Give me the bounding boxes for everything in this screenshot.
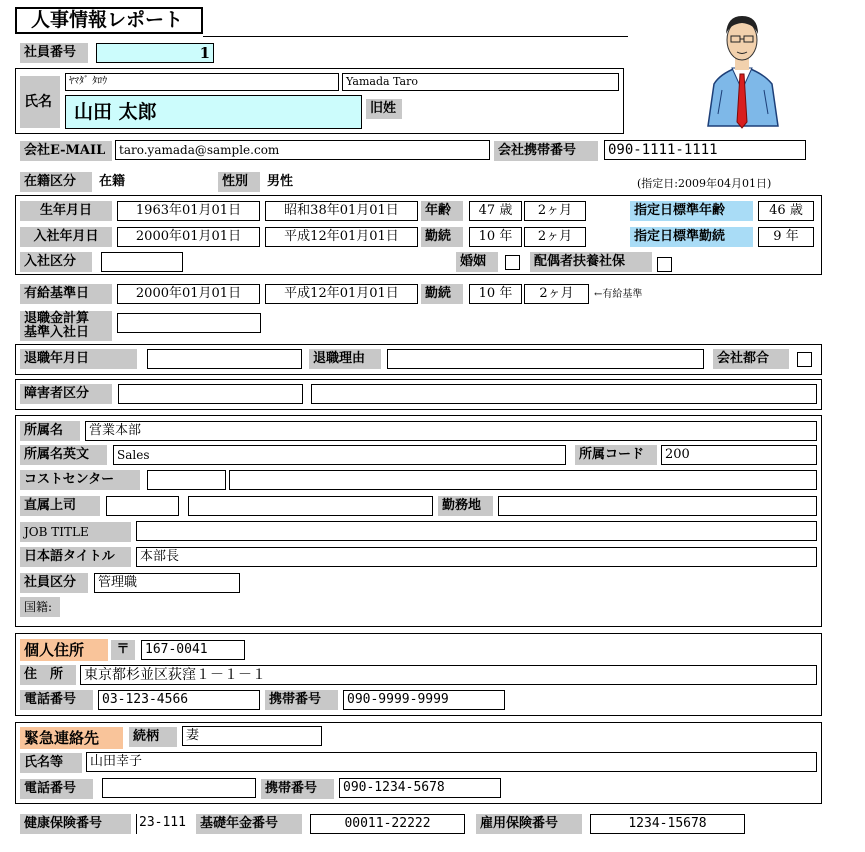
birth-label: 生年月日 [20,201,112,221]
dept-code-field[interactable]: 200 [661,445,817,465]
workplace-field[interactable] [498,496,817,516]
company-email-label: 会社E-MAIL [20,141,112,161]
emergency-name-label: 氏名等 [20,753,82,773]
name-kana-field[interactable]: ﾔﾏﾀﾞ ﾀﾛｳ [65,73,339,91]
old-surname-label: 旧姓 [366,99,402,119]
paid-leave-label: 有給基準日 [20,284,112,304]
retire-calc-label [20,311,112,341]
gender-label: 性別 [218,172,260,192]
hire-date-field[interactable]: 2000年01月01日 [117,227,260,247]
service-years-field[interactable]: 10 年 [469,227,522,247]
paid-service-months-field[interactable]: 2ヶ月 [524,284,589,304]
enrollment-label: 在籍区分 [20,172,92,192]
job-title-field[interactable] [136,521,817,541]
hire-type-label: 入社区分 [20,252,92,272]
jp-title-label: 日本語タイトル [20,547,131,567]
personal-mobile-field[interactable]: 090-9999-9999 [343,690,505,710]
company-reason-checkbox[interactable] [797,352,812,367]
title-rule [203,36,628,37]
retire-calc-label-line1: 退職金計算 [24,311,90,326]
address-section-label: 個人住所 [20,639,108,661]
dept-field[interactable]: 営業本部 [85,421,817,441]
emergency-mobile-label: 携帯番号 [261,779,334,799]
age-months-field[interactable]: 2ヶ月 [524,201,586,221]
cost-center-name-field[interactable] [229,470,817,490]
health-insurance-field[interactable]: 23-111 [136,814,190,834]
disability-field-2[interactable] [311,384,817,404]
employee-no-label: 社員番号 [20,43,88,63]
spouse-insurance-label: 配偶者扶養社保 [530,252,652,272]
report-title: 人事情報レポート [15,7,203,34]
cost-center-label: コストセンター [20,470,140,490]
emergency-phone-label: 電話番号 [20,779,93,799]
home-phone-field[interactable]: 03-123-4566 [98,690,260,710]
relation-field[interactable]: 妻 [182,726,322,746]
employee-no-field[interactable]: 1 [96,43,214,63]
company-reason-label: 会社都合 [713,349,789,369]
workplace-label: 勤務地 [438,496,493,516]
company-email-field[interactable]: taro.yamada@sample.com [115,140,490,160]
home-phone-label: 電話番号 [20,690,93,710]
dept-en-field[interactable]: Sales [113,445,566,465]
relation-label: 続柄 [129,727,177,747]
emergency-mobile-field[interactable]: 090-1234-5678 [339,778,501,798]
retire-reason-field[interactable] [387,349,704,369]
paid-service-label: 勤続 [421,284,463,304]
retire-reason-label: 退職理由 [309,349,381,369]
emergency-section-label: 緊急連絡先 [20,727,123,749]
birth-date-jp-field[interactable]: 昭和38年01月01日 [265,201,418,221]
paid-service-years-field[interactable]: 10 年 [469,284,522,304]
employee-avatar [702,4,782,129]
age-label: 年齢 [421,201,463,221]
dept-code-label: 所属コード [575,445,657,465]
retire-date-label: 退職年月日 [20,349,137,369]
service-months-field[interactable]: 2ヶ月 [524,227,586,247]
name-kanji-field[interactable]: 山田 太郎 [65,95,362,129]
supervisor-label: 直属上司 [20,496,100,516]
designated-date: (指定日:2009年04月01日) [637,177,772,190]
pension-label: 基礎年金番号 [196,814,302,834]
company-mobile-label: 会社携帯番号 [494,141,598,161]
cost-center-code-field[interactable] [147,470,226,490]
job-title-label: JOB TITLE [20,522,131,542]
disability-field-1[interactable] [118,384,303,404]
personal-mobile-label: 携帯番号 [265,690,338,710]
address-label: 住 所 [20,665,76,685]
postal-code-field[interactable]: 167-0041 [141,640,245,660]
name-label: 氏名 [20,76,60,128]
retire-calc-label-line2: 基準入社日 [24,325,90,340]
employment-insurance-field[interactable]: 1234-15678 [590,814,745,834]
marriage-checkbox[interactable] [505,255,520,270]
dept-en-label: 所属名英文 [20,445,107,465]
hire-date-label: 入社年月日 [20,227,112,247]
std-age-label: 指定日標準年齢 [630,201,753,221]
address-field[interactable]: 東京都杉並区荻窪１－１－１ [80,665,817,685]
paid-leave-date-field[interactable]: 2000年01月01日 [117,284,260,304]
employee-type-field[interactable]: 管理職 [94,573,240,593]
postal-mark: 〒 [111,640,135,660]
supervisor-name-field[interactable] [188,496,433,516]
hire-type-field[interactable] [101,252,183,272]
emergency-phone-field[interactable] [102,778,256,798]
company-mobile-field[interactable]: 090-1111-1111 [604,140,806,160]
gender-value: 男性 [267,174,294,189]
paid-leave-date-jp-field[interactable]: 平成12年01月01日 [265,284,418,304]
health-insurance-label: 健康保険番号 [20,814,131,834]
emergency-name-field[interactable]: 山田幸子 [86,752,817,772]
hire-date-jp-field[interactable]: 平成12年01月01日 [265,227,418,247]
service-label: 勤続 [421,227,463,247]
employment-insurance-label: 雇用保険番号 [476,814,582,834]
birth-date-field[interactable]: 1963年01月01日 [117,201,260,221]
name-romaji-field[interactable]: Yamada Taro [342,73,619,91]
retire-date-field[interactable] [147,349,302,369]
paid-leave-note: ←有給基準 [594,289,643,300]
retire-calc-field[interactable] [117,313,261,333]
supervisor-code-field[interactable] [106,496,179,516]
marriage-label: 婚姻 [456,252,498,272]
dept-label: 所属名 [20,421,80,441]
employee-type-label: 社員区分 [20,573,88,593]
std-service-field[interactable]: 9 年 [758,227,814,247]
spouse-insurance-checkbox[interactable] [657,257,672,272]
pension-field[interactable]: 00011-22222 [310,814,465,834]
disability-label: 障害者区分 [20,384,112,404]
jp-title-field[interactable]: 本部長 [136,547,817,567]
std-age-field[interactable]: 46 歳 [758,201,814,221]
age-years-field[interactable]: 47 歳 [469,201,522,221]
std-service-label: 指定日標準勤続 [630,227,753,247]
enrollment-value: 在籍 [99,174,126,189]
nationality-label: 国籍: [20,597,60,617]
